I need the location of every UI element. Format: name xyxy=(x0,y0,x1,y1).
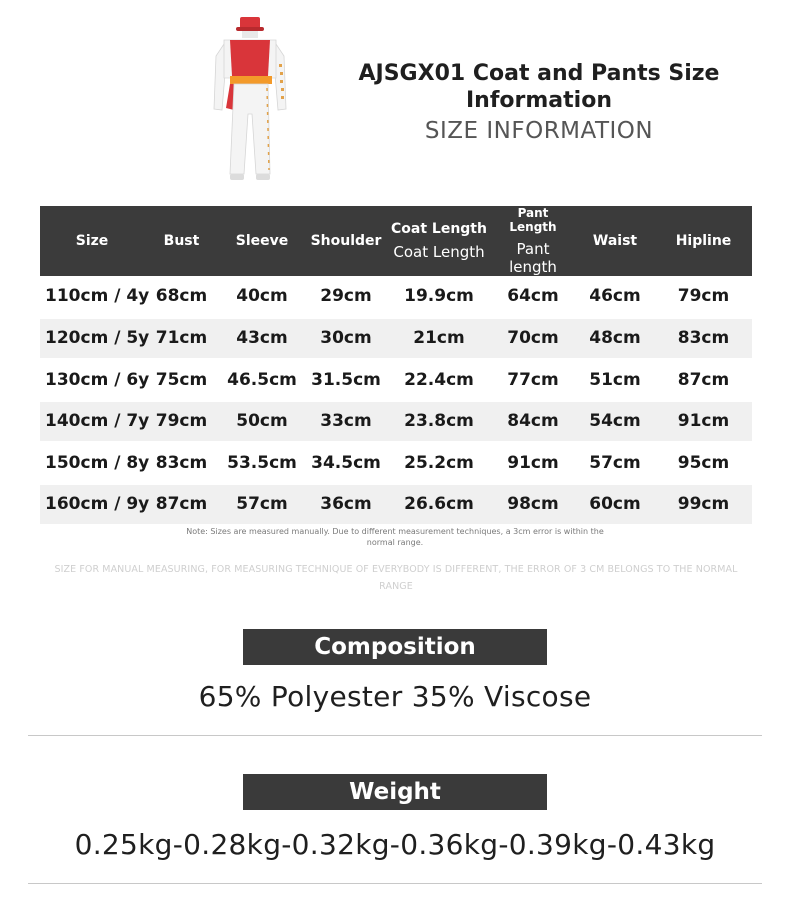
table-cell: 46.5cm xyxy=(219,359,305,401)
table-cell: 57cm xyxy=(575,442,655,484)
header-sleeve: Sleeve xyxy=(235,233,289,249)
table-cell: 31.5cm xyxy=(305,359,387,401)
table-cell: 43cm xyxy=(219,318,305,360)
table-cell: 60cm xyxy=(575,484,655,526)
table-cell: 110cm / 4y xyxy=(40,276,144,318)
table-cell: 57cm xyxy=(219,484,305,526)
table-cell: 95cm xyxy=(655,442,752,484)
table-cell: 91cm xyxy=(491,442,575,484)
table-cell: 87cm xyxy=(144,484,219,526)
divider xyxy=(28,883,762,884)
header-coat-length: Coat Length Coat Length xyxy=(391,221,487,261)
table-cell: 29cm xyxy=(305,276,387,318)
header-size: Size xyxy=(75,233,109,249)
table-cell: 77cm xyxy=(491,359,575,401)
table-cell: 48cm xyxy=(575,318,655,360)
table-row xyxy=(40,276,752,318)
table-row xyxy=(40,484,752,526)
composition-label: Composition xyxy=(243,629,547,665)
header-waist: Waist xyxy=(592,233,638,249)
table-cell: 23.8cm xyxy=(387,401,491,443)
table-cell: 87cm xyxy=(655,359,752,401)
header-pant-length: Pant Length Pant length xyxy=(509,206,557,276)
table-cell: 75cm xyxy=(144,359,219,401)
table-cell: 40cm xyxy=(219,276,305,318)
table-cell: 53.5cm xyxy=(219,442,305,484)
table-header-row xyxy=(40,206,752,276)
table-cell: 120cm / 5y xyxy=(40,318,144,360)
weight-value: 0.25kg-0.28kg-0.32kg-0.36kg-0.39kg-0.43kg xyxy=(74,828,716,861)
table-cell: 140cm / 7y xyxy=(40,401,144,443)
product-image xyxy=(210,14,292,190)
table-row xyxy=(40,318,752,360)
table-cell: 22.4cm xyxy=(387,359,491,401)
table-row xyxy=(40,359,752,401)
table-cell: 130cm / 6y xyxy=(40,359,144,401)
table-cell: 150cm / 8y xyxy=(40,442,144,484)
table-cell: 84cm xyxy=(491,401,575,443)
table-cell: 83cm xyxy=(144,442,219,484)
table-cell: 26.6cm xyxy=(387,484,491,526)
title-block xyxy=(300,60,778,144)
table-cell: 99cm xyxy=(655,484,752,526)
size-table xyxy=(40,206,752,526)
table-cell: 91cm xyxy=(655,401,752,443)
table-cell: 160cm / 9y xyxy=(40,484,144,526)
table-cell: 36cm xyxy=(305,484,387,526)
table-cell: 68cm xyxy=(144,276,219,318)
table-cell: 79cm xyxy=(655,276,752,318)
table-cell: 83cm xyxy=(655,318,752,360)
table-cell: 64cm xyxy=(491,276,575,318)
table-cell: 19.9cm xyxy=(387,276,491,318)
page-title: AJSGX01 Coat and Pants Size Information xyxy=(358,61,720,113)
table-cell: 30cm xyxy=(305,318,387,360)
divider xyxy=(28,735,762,736)
measurement-note-en: SIZE FOR MANUAL MEASURING, FOR MEASURING TECHNIQUE OF EVERYBODY IS DIFFERENT, THE ERROR OF 3 CM BELONGS TO THE NORMAL RANGE xyxy=(54,564,738,592)
table-cell: 98cm xyxy=(491,484,575,526)
weight-label: Weight xyxy=(243,774,547,810)
table-cell: 21cm xyxy=(387,318,491,360)
table-cell: 25.2cm xyxy=(387,442,491,484)
page-subtitle: SIZE INFORMATION xyxy=(424,118,654,144)
costume-illustration xyxy=(210,14,292,190)
table-row xyxy=(40,401,752,443)
table-cell: 71cm xyxy=(144,318,219,360)
table-cell: 50cm xyxy=(219,401,305,443)
table-cell: 70cm xyxy=(491,318,575,360)
table-cell: 54cm xyxy=(575,401,655,443)
table-row xyxy=(40,442,752,484)
table-cell: 79cm xyxy=(144,401,219,443)
table-cell: 33cm xyxy=(305,401,387,443)
header-bust: Bust xyxy=(163,233,200,249)
table-cell: 34.5cm xyxy=(305,442,387,484)
header-shoulder: Shoulder xyxy=(310,233,382,249)
header-hipline: Hipline xyxy=(675,233,732,249)
table-cell: 46cm xyxy=(575,276,655,318)
measurement-note: Note: Sizes are measured manually. Due to different measurement techniques, a 3cm error is within the normal range. xyxy=(186,527,604,547)
composition-value: 65% Polyester 35% Viscose xyxy=(198,680,592,713)
table-cell: 51cm xyxy=(575,359,655,401)
